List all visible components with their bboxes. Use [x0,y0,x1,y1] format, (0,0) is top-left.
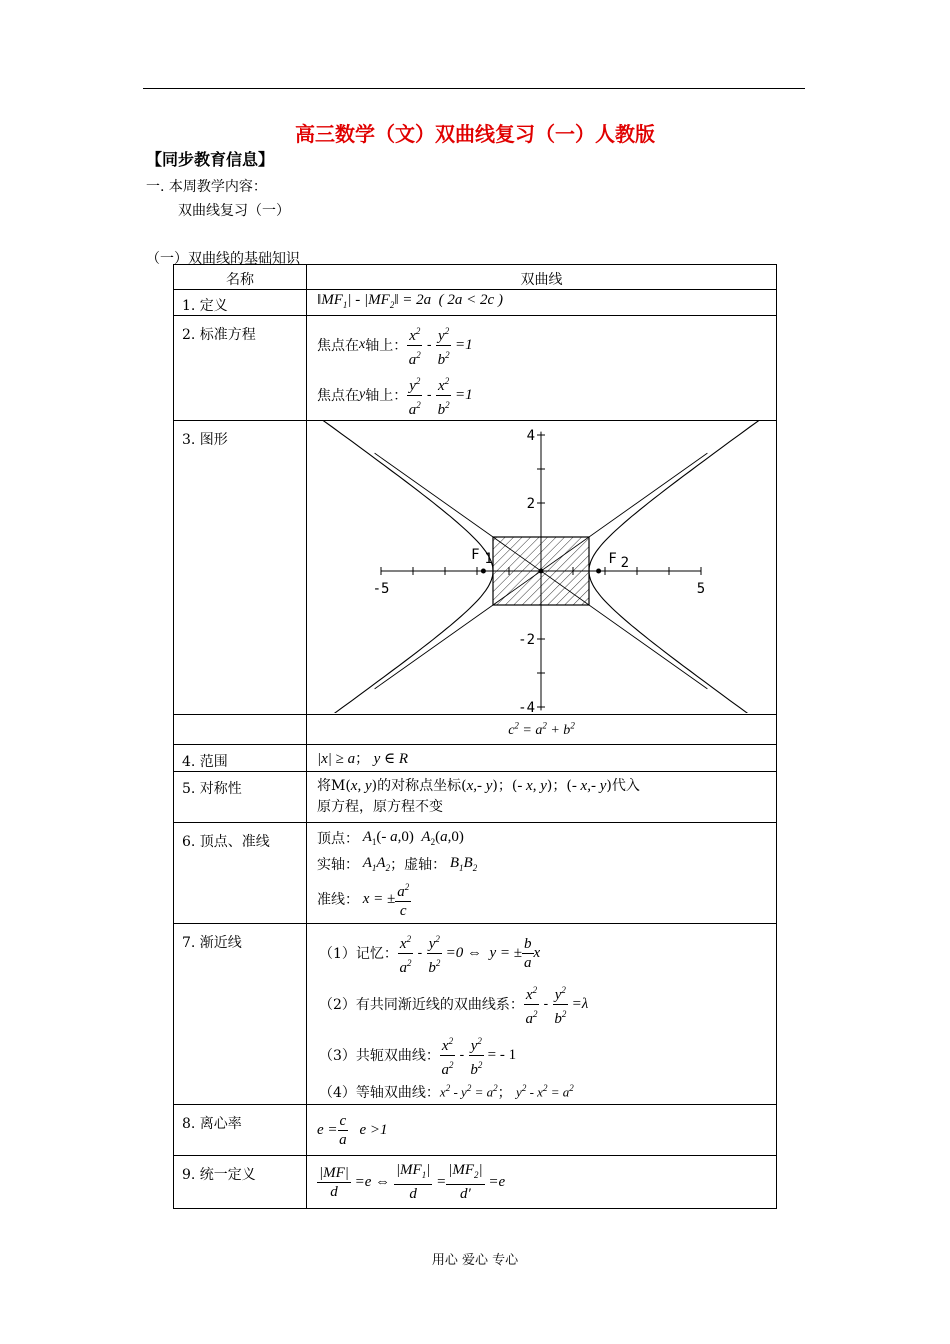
symmetry-part: )；( [546,778,572,794]
page-title: 高三数学（文）双曲线复习（一）人教版 [295,122,655,146]
row-graph [174,421,777,715]
y-tick-label: -2 [518,632,535,648]
right-branch [589,421,775,713]
y-tick-label: -4 [518,700,535,713]
asymptote-label: （2）有共同渐近线的双曲线系： [319,997,524,1013]
top-rule [143,88,805,89]
symmetry-part: 将M( [317,778,351,794]
real-axis-label: 实轴： [317,857,359,873]
y-tick-label: 2 [526,496,535,512]
graph-cell [307,421,777,715]
asymptote-label: （1）记忆： [319,946,398,962]
eccentricity-formula: e = $\frac{c}{a}$ e >1 [307,1105,777,1156]
vertex-directrix-content [307,823,777,924]
equation-y-axis: 焦点在 y 轴上： $\frac{y^2}{a^2}$ - $\frac{x^2}{b^2}$ =1 [317,370,776,420]
asymptote-label: （4）等轴双曲线： [319,1085,440,1101]
imag-axis-label: ；虚轴： [390,857,447,873]
left-branch [307,421,493,713]
range-formula: |x| ≥ a； y ∈ R [307,745,777,772]
symmetry-part: )；( [492,778,518,794]
row-3b-name [174,715,307,745]
equation-x-axis: 焦点在 x 轴上： $\frac{x^2}{a^2}$ - $\frac{y^2}{b^2}$ =1 [317,320,776,370]
directrix-label: 准线： [317,892,359,908]
row-eccentricity [174,1105,777,1156]
x-tick-label: -5 [372,581,390,597]
focus-2-point [596,569,601,574]
row-7-name: 7. 渐近线 [174,924,307,1105]
origin-point [539,569,544,574]
header-content: 双曲线 [307,265,777,290]
x-tick-label: 5 [696,581,706,597]
row-1-name: 1. 定义 [174,290,307,316]
row-definition [174,290,777,316]
focus-1-subscript: 1 [484,551,493,567]
row-asymptote [174,924,777,1105]
vertex-label: 顶点： [317,831,359,847]
vertex-line: 顶点： $A_1(-$ a,0) $A_2(a,0)$ [317,829,464,847]
row-range [174,745,777,772]
axis-line: 实轴： $A_1A_2$ ；虚轴： $B_1B_2$ [317,855,478,873]
row-standard-equation [174,316,777,421]
row-symmetry [174,772,777,823]
hyperbola-table [173,264,777,1209]
y-tick-label: 4 [526,428,535,444]
row-3-name: 3. 图形 [174,421,307,715]
table-header-row [174,265,777,290]
row-5-name: 5. 对称性 [174,772,307,823]
asymptote-item-4: （4）等轴双曲线： $x^2 - y^2 = a^2$ ； $y^2 - x^2 = a^2$ [319,1083,574,1101]
header-name: 名称 [174,265,307,290]
c-relation-formula: $c^2 = a^2 + b^2$ [307,715,777,745]
row-4-name: 4. 范围 [174,745,307,772]
row-6-name: 6. 顶点、准线 [174,823,307,924]
row-vertex-directrix [174,823,777,924]
symmetry-part: 原方程，原方程不变 [317,799,443,815]
standard-equations [307,316,777,421]
section-header: 【同步教育信息】 [146,150,275,169]
unified-definition-formula: $\frac{|MF|}{d}$ =e ⇔ $\frac{|MF_1|}{d}$ = $\frac{|MF_2|}{d'}$ =e [307,1156,777,1209]
row-2-name: 2. 标准方程 [174,316,307,421]
axis-suffix: 轴上： [365,388,408,404]
row-9-name: 9. 统一定义 [174,1156,307,1209]
asymptote-item-2: （2）有共同渐近线的双曲线系： $\frac{x^2}{a^2}$ - $\frac{y^2}{b^2}$ =λ [319,978,776,1030]
definition-formula: $‖MF_1|$ - $|MF_2‖ = 2a$ ( 2a < 2c ) [307,290,777,316]
asymptote-item-3: （3）共轭双曲线： $\frac{x^2}{a^2}$ - $\frac{y^2}{b^2}$ = - 1 [319,1030,776,1080]
focus-label: 焦点在 [317,338,359,354]
directrix-line: 准线： x = ± $\frac{a^2}{c}$ [317,877,776,921]
focus-2-subscript: 2 [620,555,630,571]
symmetry-text: 将M(x, y)的对称点坐标(x,- y)；(- x, y)；(- x,- y)代入 原方程，原方程不变 [307,772,777,823]
row-c-relation [174,715,777,745]
asymptote-label: （3）共轭双曲线： [319,1048,440,1064]
asymptote-content [307,924,777,1105]
row-unified-definition [174,1156,777,1209]
focus-label: 焦点在 [317,388,359,404]
asymptote-item-1: （1）记忆： $\frac{x^2}{a^2}$ - $\frac{y^2}{b^2}$ =0 ⇔ y = ± $\frac{b}{a}$ x [319,928,776,978]
symmetry-part: )代入 [606,778,640,794]
item-1-sub: 双曲线复习（一） [178,203,290,219]
row-8-name: 8. 离心率 [174,1105,307,1156]
hyperbola-graph [307,421,775,713]
axis-label: x [359,337,366,352]
focus-2-label: F [608,551,617,567]
table-caption: （一）双曲线的基础知识 [146,251,300,267]
item-1: 一. 本周教学内容： [146,179,267,195]
focus-1-label: F [471,547,480,563]
symmetry-part: )的对称点坐标( [371,778,467,794]
axis-label: y [359,387,366,402]
focus-1-point [481,569,486,574]
axis-suffix: 轴上： [365,338,408,354]
page-footer: 用心 爱心 专心 [431,1253,519,1268]
